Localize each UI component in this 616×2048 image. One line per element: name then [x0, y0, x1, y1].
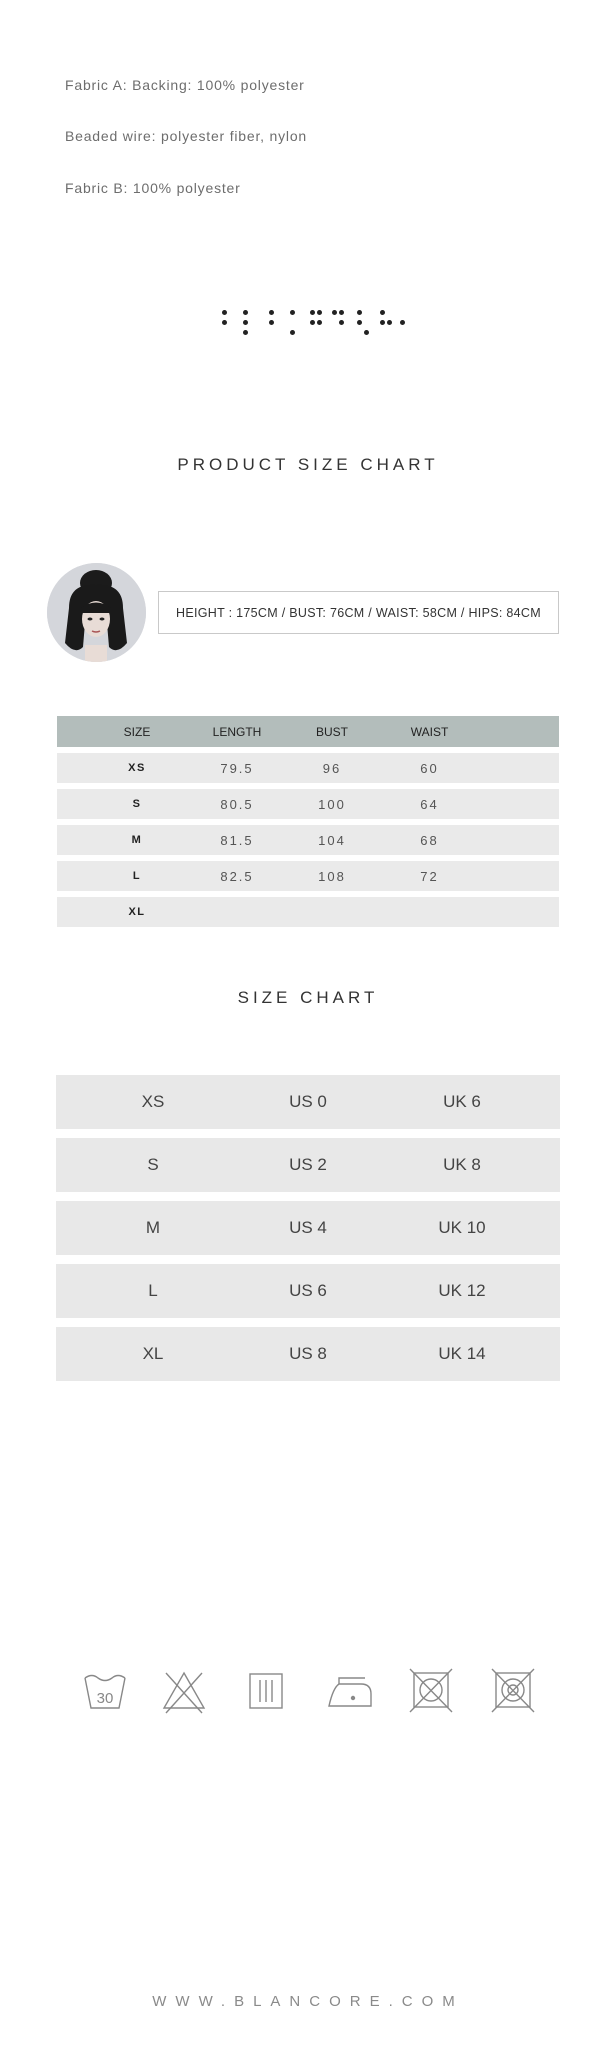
size-label: L [148, 1281, 158, 1300]
size-label: S [147, 1155, 159, 1174]
cell-length: 80.5 [220, 796, 254, 812]
table-row [57, 825, 559, 855]
table-row [57, 897, 559, 927]
size-row [56, 1075, 560, 1129]
cell-size: L [132, 870, 142, 882]
cell-size: S [132, 798, 142, 810]
iron-low-icon [329, 1678, 371, 1706]
header-bust: BUST [315, 724, 348, 739]
table-row [57, 753, 559, 783]
cell-waist: 72 [420, 868, 439, 884]
size-label: XS [141, 1092, 165, 1111]
cell-waist: 60 [420, 760, 439, 776]
care-icons [80, 1668, 540, 1718]
product-size-table [57, 716, 559, 927]
size-label: M [145, 1218, 161, 1237]
header-length: LENGTH [212, 724, 262, 739]
product-size-chart-title: PRODUCT SIZE CHART [177, 455, 439, 474]
model-measurements: HEIGHT : 175CM / BUST: 76CM / WAIST: 58CM / HIPS: 84CM [158, 591, 559, 634]
cell-bust: 108 [318, 868, 346, 884]
table-row [57, 861, 559, 891]
do-not-tumble-dry-icon [410, 1669, 452, 1712]
fabric-line-2: Beaded wire: polyester fiber, nylon [65, 128, 308, 144]
cell-length: 81.5 [220, 832, 254, 848]
size-row [56, 1264, 560, 1318]
uk-size: UK 6 [443, 1092, 481, 1111]
fabric-line-1: Fabric A: Backing: 100% polyester [65, 77, 305, 93]
header-size: SIZE [123, 724, 151, 739]
uk-size: UK 14 [438, 1344, 486, 1363]
cell-size: M [131, 834, 143, 846]
us-size: US 2 [289, 1155, 327, 1174]
us-size: US 0 [289, 1092, 327, 1111]
size-row [56, 1138, 560, 1192]
us-size: US 4 [289, 1218, 327, 1237]
cell-size: XS [128, 762, 146, 774]
cell-bust: 104 [318, 832, 346, 848]
table-row [57, 789, 559, 819]
us-size: US 6 [289, 1281, 327, 1300]
do-not-bleach-icon [164, 1673, 204, 1713]
size-label: XL [142, 1344, 164, 1363]
size-conversion-table [56, 1075, 560, 1390]
wash-temp-label: 30 [96, 1690, 114, 1707]
cell-length: 79.5 [220, 760, 254, 776]
do-not-dry-clean-icon [492, 1669, 534, 1712]
model-avatar [47, 563, 146, 662]
braille-pattern [220, 304, 405, 334]
website-url: WWW.BLANCORE.COM [152, 1993, 464, 2010]
size-chart-title: SIZE CHART [237, 988, 379, 1007]
table-header [57, 716, 559, 747]
uk-size: UK 8 [443, 1155, 481, 1174]
cell-waist: 64 [420, 796, 439, 812]
cell-bust: 100 [318, 796, 346, 812]
fabric-line-3: Fabric B: 100% polyester [65, 180, 241, 196]
uk-size: UK 12 [438, 1281, 486, 1300]
cell-size: XL [128, 906, 146, 918]
wash-30-icon [85, 1676, 125, 1709]
cell-waist: 68 [420, 832, 439, 848]
cell-length: 82.5 [220, 868, 254, 884]
size-row [56, 1327, 560, 1381]
drip-dry-icon [250, 1674, 282, 1708]
uk-size: UK 10 [438, 1218, 486, 1237]
size-row [56, 1201, 560, 1255]
us-size: US 8 [289, 1344, 327, 1363]
cell-bust: 96 [322, 760, 342, 776]
header-waist: WAIST [410, 724, 449, 739]
